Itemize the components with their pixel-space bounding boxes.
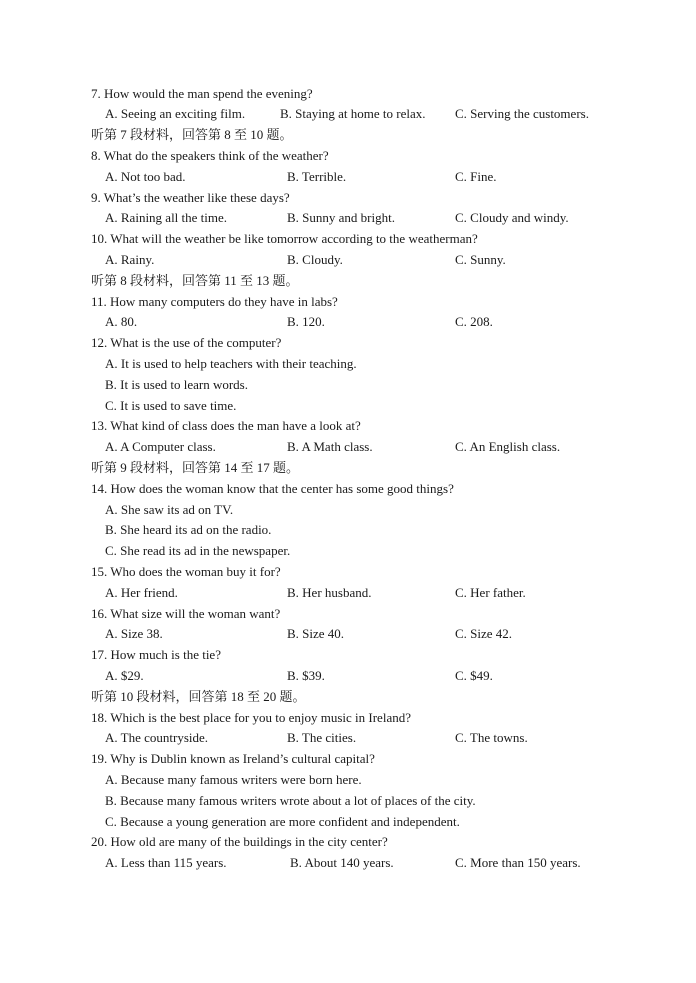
question-7-stem: 7. How would the man spend the evening? xyxy=(91,86,313,101)
question-14-option-a[interactable]: A. She saw its ad on TV. xyxy=(105,502,234,517)
question-15-option-c[interactable]: C. Her father. xyxy=(455,585,526,600)
question-16-stem: 16. What size will the woman want? xyxy=(91,606,281,621)
question-9-options xyxy=(0,208,696,228)
question-11-stem: 11. How many computers do they have in labs? xyxy=(91,294,338,309)
question-18-option-a[interactable]: A. The countryside. xyxy=(105,730,209,745)
section-7-heading: 听第 7 段材料，回答第 8 至 10 题。 xyxy=(91,127,293,142)
question-19-option-b[interactable]: B. Because many famous writers wrote about a lot of places of the city. xyxy=(105,793,476,808)
question-14-stem: 14. How does the woman know that the center has some good things? xyxy=(91,481,454,496)
question-10-option-c[interactable]: C. Sunny. xyxy=(455,252,506,267)
question-19-option-a[interactable]: A. Because many famous writers were born here. xyxy=(105,772,362,787)
question-8-option-a[interactable]: A. Not too bad. xyxy=(105,169,186,184)
question-10-stem: 10. What will the weather be like tomorrow according to the weatherman? xyxy=(91,231,478,246)
question-8-option-b[interactable]: B. Terrible. xyxy=(287,169,347,184)
question-13-stem: 13. What kind of class does the man have a look at? xyxy=(91,418,361,433)
question-11-option-c[interactable]: C. 208. xyxy=(455,314,493,329)
question-7-option-b[interactable]: B. Staying at home to relax. xyxy=(280,106,426,121)
question-10-options xyxy=(0,250,696,270)
question-10-option-a[interactable]: A. Rainy. xyxy=(105,252,155,267)
section-9-heading: 听第 9 段材料，回答第 14 至 17 题。 xyxy=(91,460,300,475)
question-16-option-a[interactable]: A. Size 38. xyxy=(105,626,163,641)
question-13-option-b[interactable]: B. A Math class. xyxy=(287,439,373,454)
question-16-options xyxy=(0,624,696,644)
question-20-option-b[interactable]: B. About 140 years. xyxy=(290,855,394,870)
section-10-heading: 听第 10 段材料，回答第 18 至 20 题。 xyxy=(91,689,306,704)
question-16-option-b[interactable]: B. Size 40. xyxy=(287,626,345,641)
question-15-option-a[interactable]: A. Her friend. xyxy=(105,585,178,600)
question-13-options xyxy=(0,437,696,457)
question-14-option-b[interactable]: B. She heard its ad on the radio. xyxy=(105,522,272,537)
question-13-option-a[interactable]: A. A Computer class. xyxy=(105,439,216,454)
question-19-option-c[interactable]: C. Because a young generation are more confident and independent. xyxy=(105,814,460,829)
question-8-stem: 8. What do the speakers think of the weather? xyxy=(91,148,329,163)
question-12-option-a[interactable]: A. It is used to help teachers with their teaching. xyxy=(105,356,357,371)
question-18-option-b[interactable]: B. The cities. xyxy=(287,730,357,745)
question-12-stem: 12. What is the use of the computer? xyxy=(91,335,282,350)
question-7-options xyxy=(0,104,696,124)
question-11-option-a[interactable]: A. 80. xyxy=(105,314,138,329)
question-20-option-a[interactable]: A. Less than 115 years. xyxy=(105,855,227,870)
question-20-stem: 20. How old are many of the buildings in the city center? xyxy=(91,834,388,849)
question-7-option-c[interactable]: C. Serving the customers. xyxy=(455,106,589,121)
question-9-option-b[interactable]: B. Sunny and bright. xyxy=(287,210,395,225)
question-17-option-b[interactable]: B. $39. xyxy=(287,668,325,683)
question-11-option-b[interactable]: B. 120. xyxy=(287,314,325,329)
question-15-options xyxy=(0,583,696,603)
question-16-option-c[interactable]: C. Size 42. xyxy=(455,626,513,641)
question-13-option-c[interactable]: C. An English class. xyxy=(455,439,561,454)
question-9-option-a[interactable]: A. Raining all the time. xyxy=(105,210,228,225)
question-12-option-b[interactable]: B. It is used to learn words. xyxy=(105,377,248,392)
question-17-option-a[interactable]: A. $29. xyxy=(105,668,144,683)
question-17-option-c[interactable]: C. $49. xyxy=(455,668,493,683)
question-17-stem: 17. How much is the tie? xyxy=(91,647,221,662)
question-20-option-c[interactable]: C. More than 150 years. xyxy=(455,855,581,870)
question-18-option-c[interactable]: C. The towns. xyxy=(455,730,528,745)
question-18-stem: 18. Which is the best place for you to enjoy music in Ireland? xyxy=(91,710,411,725)
question-17-options xyxy=(0,666,696,686)
question-20-options xyxy=(0,853,696,873)
question-12-option-c[interactable]: C. It is used to save time. xyxy=(105,398,237,413)
section-8-heading: 听第 8 段材料，回答第 11 至 13 题。 xyxy=(91,273,299,288)
question-7-option-a[interactable]: A. Seeing an exciting film. xyxy=(105,106,246,121)
question-14-option-c[interactable]: C. She read its ad in the newspaper. xyxy=(105,543,291,558)
question-9-stem: 9. What’s the weather like these days? xyxy=(91,190,290,205)
question-11-options xyxy=(0,312,696,332)
question-19-stem: 19. Why is Dublin known as Ireland’s cultural capital? xyxy=(91,751,375,766)
question-9-option-c[interactable]: C. Cloudy and windy. xyxy=(455,210,569,225)
question-8-option-c[interactable]: C. Fine. xyxy=(455,169,497,184)
question-15-option-b[interactable]: B. Her husband. xyxy=(287,585,372,600)
question-18-options xyxy=(0,728,696,748)
question-8-options xyxy=(0,167,696,187)
question-10-option-b[interactable]: B. Cloudy. xyxy=(287,252,343,267)
question-15-stem: 15. Who does the woman buy it for? xyxy=(91,564,281,579)
